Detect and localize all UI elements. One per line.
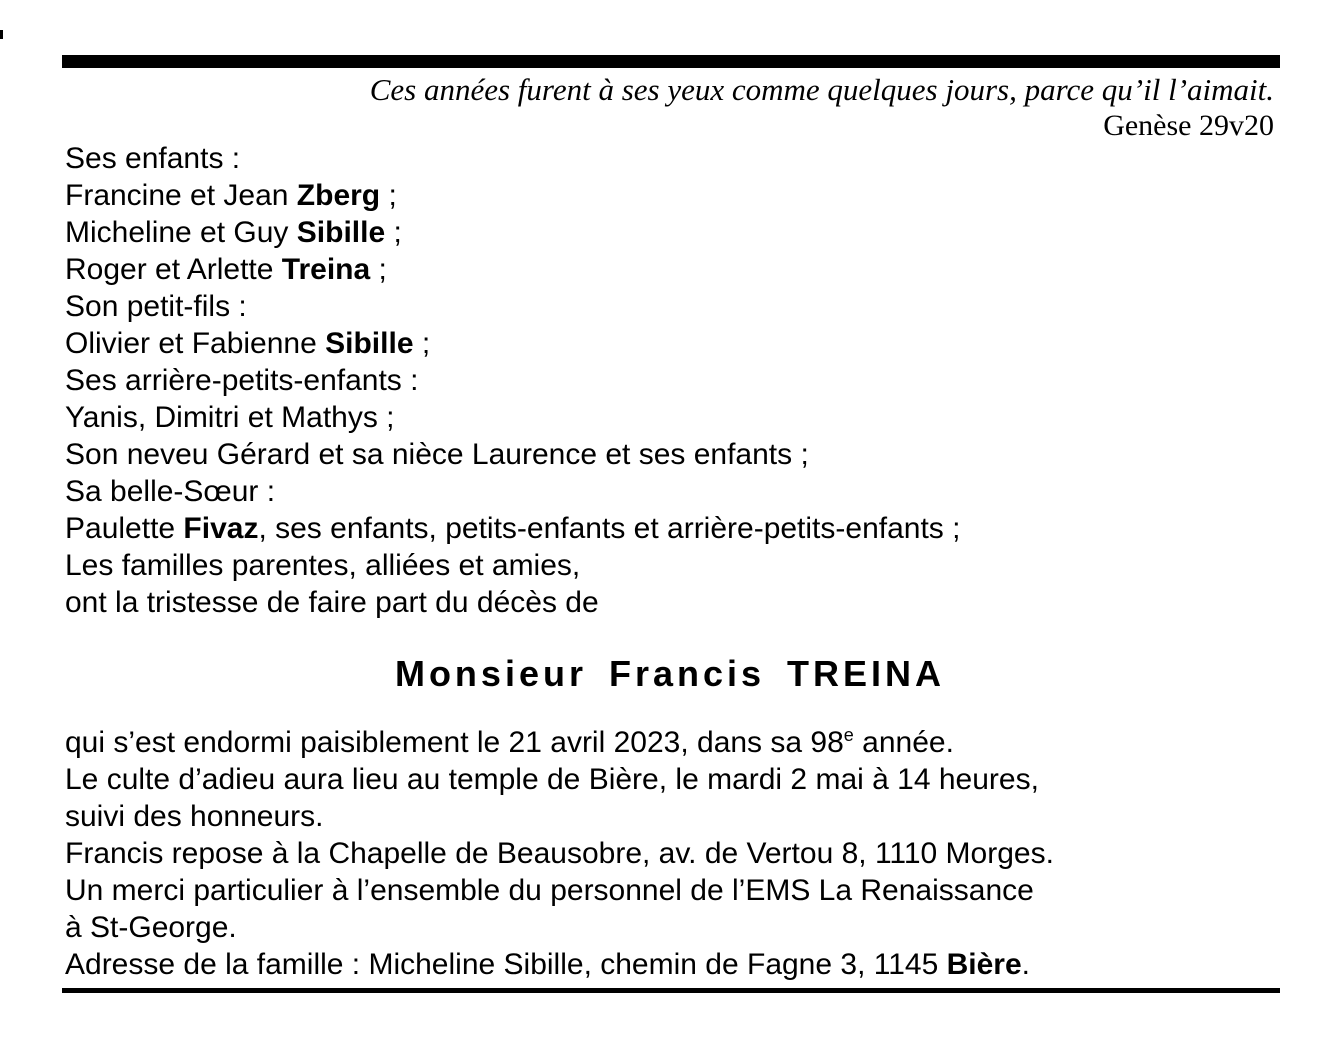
text-line [65,909,1280,946]
text-segment: année. [853,726,954,759]
text-segment: ont la tristesse de faire part du décès de [65,586,599,619]
text-line [65,325,1280,362]
scripture-reference: Genèse 29v20 [1103,109,1274,142]
scan-artifact [0,30,3,39]
text-segment: Son neveu Gérard et sa nièce Laurence et ses enfants ; [65,438,809,471]
text-segment: Yanis, Dimitri et Mathys ; [65,401,395,434]
text-segment: Roger et Arlette [65,253,282,286]
text-line [65,399,1280,436]
top-rule [62,55,1280,68]
text-segment: à St-George. [65,911,237,944]
text-segment: ; [370,253,387,286]
text-segment: Ses arrière-petits-enfants : [65,364,419,397]
text-line [65,946,1280,983]
name-emphasis: Sibille [296,216,386,249]
text-segment: Adresse de la famille : Micheline Sibille, chemin de Fagne 3, 1145 [65,948,947,981]
text-line [65,288,1280,325]
name-emphasis: Bière [946,948,1022,981]
text-segment: Le culte d’adieu aura lieu au temple de Bière, le mardi 2 mai à 14 heures, [65,763,1039,796]
text-segment: Paulette [65,512,184,545]
text-segment: suivi des honneurs. [65,800,324,833]
text-line [65,214,1280,251]
text-segment: Olivier et Fabienne [65,327,326,360]
text-line [65,251,1280,288]
scripture-quote: Ces années furent à ses yeux comme quelques jours, parce qu’il l’aimait. [369,72,1274,107]
text-line [65,761,1280,798]
text-segment: Ses enfants : [65,142,241,175]
deceased-name-title: Monsieur Francis TREINA [394,653,946,694]
text-line [65,510,1280,547]
text-line [65,473,1280,510]
text-line [65,872,1280,909]
name-emphasis: Sibille [325,327,414,360]
text-line [65,547,1280,584]
text-line [65,835,1280,872]
text-segment: Sa belle-Sœur : [65,475,276,508]
text-segment: Micheline et Guy [65,216,297,249]
text-segment: , ses enfants, petits-enfants et arrière-petits-enfants ; [258,512,961,545]
text-segment: Un merci particulier à l’ensemble du personnel de l’EMS La Renaissance [65,874,1034,907]
text-segment: qui s’est endormi paisiblement le 21 avril 2023, dans sa 98 [65,726,844,759]
text-segment: Francis repose à la Chapelle de Beausobre, av. de Vertou 8, 1110 Morges. [65,837,1054,870]
text-line [65,177,1280,214]
text-line [65,798,1280,835]
text-segment: . [1021,948,1030,981]
text-segment: Francine et Jean [65,179,297,212]
text-segment: ; [380,179,397,212]
name-emphasis: Fivaz [183,512,259,545]
text-segment: Les familles parentes, alliées et amies, [65,549,581,582]
family-list [65,140,1280,621]
text-segment: Son petit-fils : [65,290,247,323]
text-line [65,140,1280,177]
text-line [65,584,1280,621]
text-line [65,436,1280,473]
announcement-text [65,724,1280,983]
text-segment: ; [413,327,431,360]
text-line [65,724,1280,761]
bottom-rule [62,988,1280,993]
name-emphasis: Treina [281,253,371,286]
text-line [65,362,1280,399]
text-segment: ; [385,216,402,249]
ordinal-superscript: e [843,725,854,745]
name-emphasis: Zberg [296,179,381,212]
